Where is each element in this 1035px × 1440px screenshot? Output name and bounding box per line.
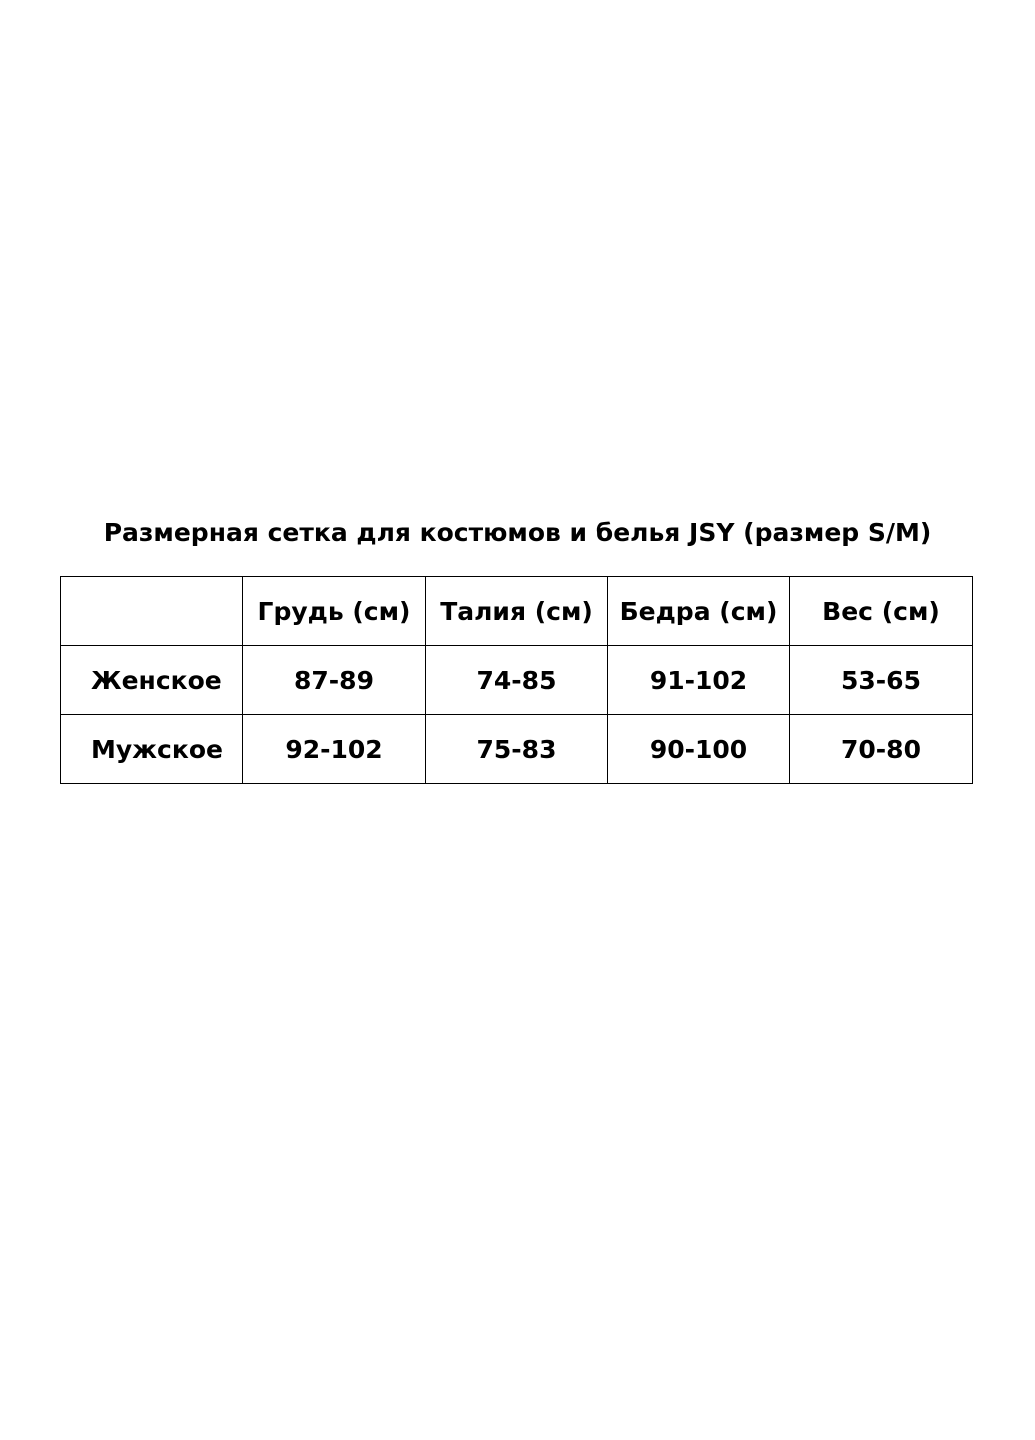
page-title: Размерная сетка для костюмов и белья JSY (размер S/M) — [103, 518, 932, 547]
table-cell: 70-80 — [790, 715, 973, 784]
size-chart-table — [60, 576, 973, 784]
table-cell: 92-102 — [243, 715, 426, 784]
table-cell: 87-89 — [243, 646, 426, 715]
header-cell-empty — [61, 577, 243, 646]
header-cell-chest: Грудь (см) — [243, 577, 426, 646]
table-cell: 75-83 — [426, 715, 608, 784]
row-label-female: Женское — [61, 646, 243, 715]
table-cell: 90-100 — [608, 715, 790, 784]
table-cell: 53-65 — [790, 646, 973, 715]
table-row — [61, 715, 973, 784]
table-cell: 74-85 — [426, 646, 608, 715]
header-cell-hips: Бедра (см) — [608, 577, 790, 646]
header-cell-weight: Вес (см) — [790, 577, 973, 646]
row-label-male: Мужское — [61, 715, 243, 784]
table-cell: 91-102 — [608, 646, 790, 715]
table-header-row — [61, 577, 973, 646]
header-cell-waist: Талия (см) — [426, 577, 608, 646]
table-row — [61, 646, 973, 715]
